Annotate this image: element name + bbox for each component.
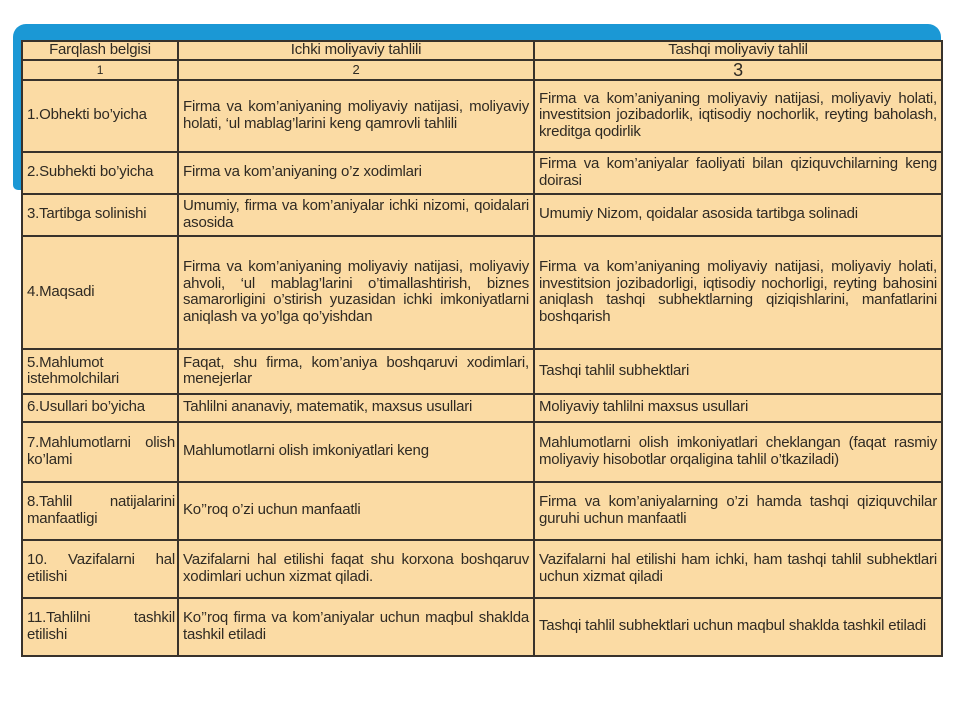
table-row	[22, 598, 942, 656]
cell-external: Firma va kom’aniyalar faoliyati bilan qiziquvchilarning keng doirasi	[534, 152, 942, 194]
cell-external: Umumiy Nizom, qoidalar asosida tartibga solinadi	[534, 194, 942, 236]
header-row	[22, 41, 942, 60]
table-row	[22, 236, 942, 349]
cell-feature: 5.Mahlumot istehmolchilari	[22, 349, 178, 394]
cell-external: Moliyaviy tahlilni maxsus usullari	[534, 394, 942, 422]
cell-internal: Ko’’roq firma va kom’aniyalar uchun maqbul shaklda tashkil etiladi	[178, 598, 534, 656]
cell-internal: Faqat, shu firma, kom’aniya boshqaruvi xodimlari, menejerlar	[178, 349, 534, 394]
column-number-2: 2	[178, 60, 534, 80]
cell-feature: 10. Vazifalarni hal etilishi	[22, 540, 178, 598]
table-body	[22, 80, 942, 656]
comparison-table	[21, 40, 943, 657]
cell-external: Mahlumotlarni olish imkoniyatlari cheklangan (faqat rasmiy moliyaviy hisobotlar orqaligina tahlil o’tkaziladi)	[534, 422, 942, 482]
cell-feature: 2.Subhekti bo’yicha	[22, 152, 178, 194]
cell-external: Vazifalarni hal etilishi ham ichki, ham tashqi tahlil subhektlari uchun xizmat qiladi	[534, 540, 942, 598]
cell-external: Tashqi tahlil subhektlari	[534, 349, 942, 394]
column-number-1: 1	[22, 60, 178, 80]
cell-feature: 1.Obhekti bo’yicha	[22, 80, 178, 152]
table-row	[22, 540, 942, 598]
header-internal: Ichki moliyaviy tahlili	[178, 41, 534, 60]
cell-internal: Mahlumotlarni olish imkoniyatlari keng	[178, 422, 534, 482]
cell-internal: Vazifalarni hal etilishi faqat shu korxona boshqaruv xodimlari uchun xizmat qiladi.	[178, 540, 534, 598]
cell-internal: Ko’’roq o’zi uchun manfaatli	[178, 482, 534, 540]
column-number-3: 3	[534, 60, 942, 80]
table-row	[22, 80, 942, 152]
cell-external: Tashqi tahlil subhektlari uchun maqbul shaklda tashkil etiladi	[534, 598, 942, 656]
table-row	[22, 394, 942, 422]
table-header	[22, 41, 942, 80]
cell-feature: 4.Maqsadi	[22, 236, 178, 349]
cell-internal: Umumiy, firma va kom’aniyalar ichki nizomi, qoidalari asosida	[178, 194, 534, 236]
header-external: Tashqi moliyaviy tahlil	[534, 41, 942, 60]
cell-feature: 3.Tartibga solinishi	[22, 194, 178, 236]
table-row	[22, 422, 942, 482]
cell-internal: Firma va kom’aniyaning moliyaviy natijasi, moliyaviy holati, ‘ul mablag’larini keng qamrovli tahlili	[178, 80, 534, 152]
cell-external: Firma va kom’aniyalarning o’zi hamda tashqi qiziquvchilar guruhi uchun manfaatli	[534, 482, 942, 540]
cell-feature: 8.Tahlil natijalarini manfaatligi	[22, 482, 178, 540]
cell-internal: Tahlilni ananaviy, matematik, maxsus usullari	[178, 394, 534, 422]
table-row	[22, 482, 942, 540]
cell-feature: 11.Tahlilni tashkil etilishi	[22, 598, 178, 656]
header-feature: Farqlash belgisi	[22, 41, 178, 60]
table-row	[22, 194, 942, 236]
column-number-row	[22, 60, 942, 80]
cell-feature: 6.Usullari bo’yicha	[22, 394, 178, 422]
cell-external: Firma va kom’aniyaning moliyaviy natijasi, moliyaviy holati, investitsion jozibadorlik, iqtisodiy nochorlik, reyting baholash, kreditga qodirlik	[534, 80, 942, 152]
table-row	[22, 349, 942, 394]
cell-internal: Firma va kom’aniyaning moliyaviy natijasi, moliyaviy ahvoli, ‘ul mablag’larini o’timallashtirish, biznes samarorligini o’stirish yuzasidan ichki imkoniyatlarni aniqlash va yo’lga qo’yishdan	[178, 236, 534, 349]
table-row	[22, 152, 942, 194]
cell-external: Firma va kom’aniyaning moliyaviy natijasi, moliyaviy holati, investitsion jozibadorligi, iqtisodiy nochorligi, reyting bahosini aniqlash tashqi subhektlarning qiziqishlarini, manfatlarini boshqarish	[534, 236, 942, 349]
cell-feature: 7.Mahlumotlarni olish ko’lami	[22, 422, 178, 482]
cell-internal: Firma va kom’aniyaning o’z xodimlari	[178, 152, 534, 194]
